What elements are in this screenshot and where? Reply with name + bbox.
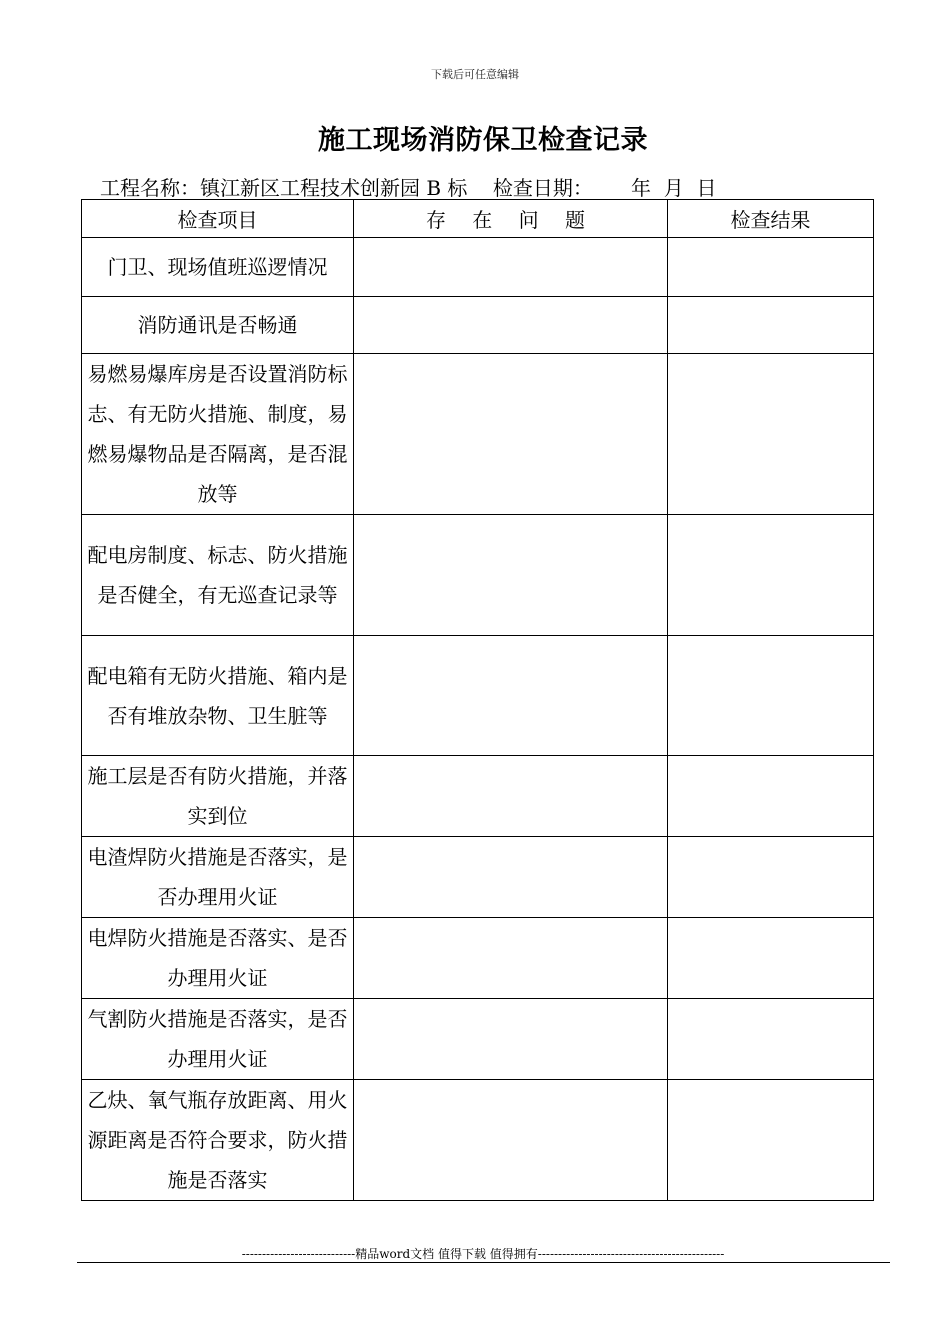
result-cell[interactable]	[668, 756, 874, 837]
check-item-cell: 施工层是否有防火措施，并落实到位	[82, 756, 354, 837]
table-row	[82, 999, 874, 1080]
check-item-cell: 电渣焊防火措施是否落实，是否办理用火证	[82, 837, 354, 918]
issue-cell[interactable]	[354, 756, 668, 837]
check-item-cell: 易燃易爆库房是否设置消防标志、有无防火措施、制度，易燃易爆物品是否隔离，是否混放等	[82, 354, 354, 515]
check-item-cell: 消防通讯是否畅通	[82, 297, 354, 354]
table-row	[82, 238, 874, 297]
document-title: 施工现场消防保卫检查记录	[318, 125, 648, 156]
issue-cell[interactable]	[354, 238, 668, 297]
result-cell[interactable]	[668, 999, 874, 1080]
result-cell[interactable]	[668, 515, 874, 636]
table-row	[82, 636, 874, 756]
project-name: 镇江新区工程技术创新园 B 标	[200, 176, 468, 200]
table-row	[82, 354, 874, 515]
result-cell[interactable]	[668, 636, 874, 756]
check-item-cell: 乙炔、氧气瓶存放距离、用火源距离是否符合要求，防火措施是否落实	[82, 1080, 354, 1201]
table-row	[82, 297, 874, 354]
result-cell[interactable]	[668, 837, 874, 918]
check-item-cell: 配电房制度、标志、防火措施是否健全，有无巡查记录等	[82, 515, 354, 636]
check-item-cell: 气割防火措施是否落实，是否办理用火证	[82, 999, 354, 1080]
issue-cell[interactable]	[354, 837, 668, 918]
issue-cell[interactable]	[354, 918, 668, 999]
table-row	[82, 515, 874, 636]
result-cell[interactable]	[668, 918, 874, 999]
issue-cell[interactable]	[354, 515, 668, 636]
table-row	[82, 1080, 874, 1201]
header-result: 检查结果	[668, 200, 874, 238]
result-cell[interactable]	[668, 238, 874, 297]
table-header-row	[82, 200, 874, 238]
footer-banner: ----------------------------精品word文档 值得下载 值得拥有----------------------------------------------	[241, 1247, 725, 1261]
issue-cell[interactable]	[354, 636, 668, 756]
date-value: 年 月 日	[631, 176, 717, 200]
issue-cell[interactable]	[354, 297, 668, 354]
info-line	[100, 172, 716, 201]
check-item-cell: 门卫、现场值班巡逻情况	[82, 238, 354, 297]
table-row	[82, 837, 874, 918]
check-item-cell: 配电箱有无防火措施、箱内是否有堆放杂物、卫生脏等	[82, 636, 354, 756]
header-note: 下载后可任意编辑	[431, 68, 519, 81]
header-issues: 存 在 问 题	[354, 200, 668, 238]
project-label: 工程名称：	[100, 176, 200, 200]
table-row	[82, 756, 874, 837]
result-cell[interactable]	[668, 297, 874, 354]
table-row	[82, 918, 874, 999]
footer-divider	[77, 1262, 890, 1263]
issue-cell[interactable]	[354, 999, 668, 1080]
date-label: 检查日期：	[492, 176, 593, 200]
header-check-item: 检查项目	[82, 200, 354, 238]
check-item-cell: 电焊防火措施是否落实、是否办理用火证	[82, 918, 354, 999]
issue-cell[interactable]	[354, 354, 668, 515]
result-cell[interactable]	[668, 1080, 874, 1201]
inspection-table	[81, 199, 874, 1201]
result-cell[interactable]	[668, 354, 874, 515]
issue-cell[interactable]	[354, 1080, 668, 1201]
